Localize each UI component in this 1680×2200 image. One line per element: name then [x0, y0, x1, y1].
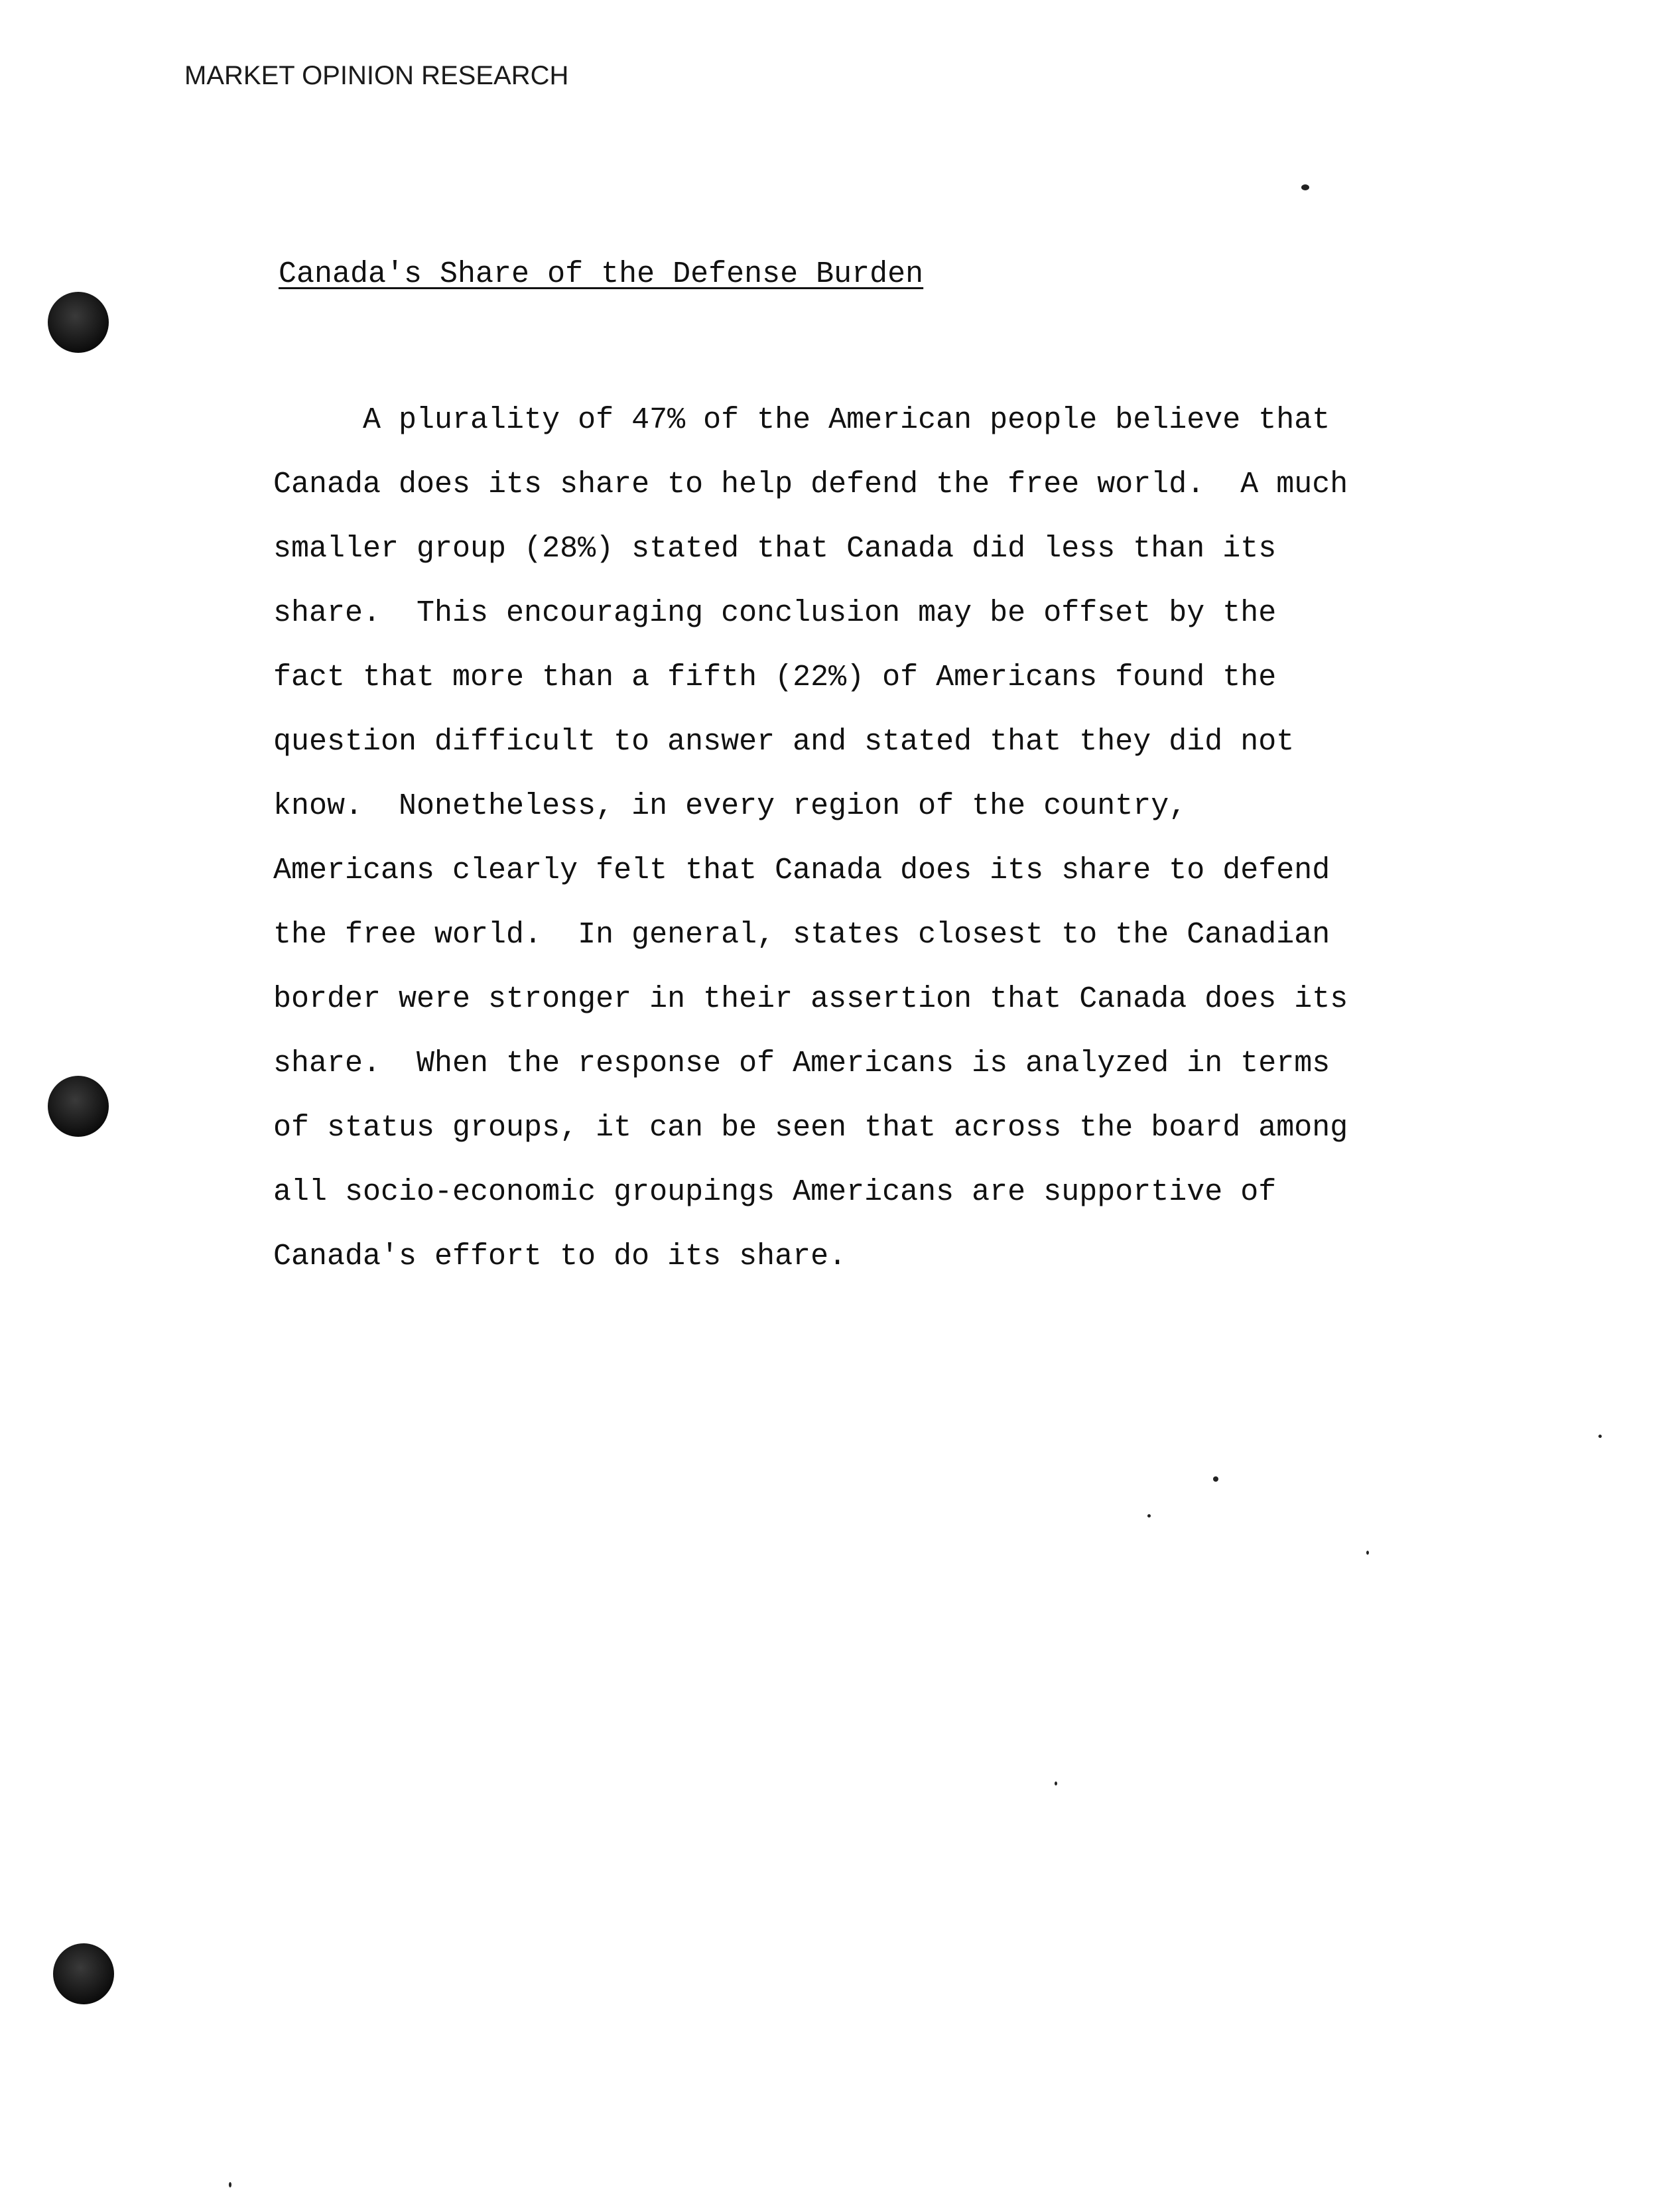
paragraph-line: know. Nonetheless, in every region of the country, [273, 789, 1187, 823]
punch-hole-top [48, 292, 109, 353]
paragraph-line: the free world. In general, states closest to the Canadian [273, 918, 1330, 952]
paragraph-line: A plurality of 47% of the American people believe that [273, 403, 1330, 437]
paragraph-line: question difficult to answer and stated that they did not [273, 725, 1295, 759]
scan-speck [1147, 1514, 1151, 1518]
paragraph-line: share. This encouraging conclusion may be offset by the [273, 596, 1277, 630]
paragraph-line: Americans clearly felt that Canada does its share to defend [273, 854, 1330, 887]
paragraph-line: fact that more than a fifth (22%) of Americans found the [273, 661, 1277, 694]
scan-speck [1213, 1476, 1218, 1482]
punch-hole-bottom [53, 1943, 114, 2004]
paragraph-line: all socio-economic groupings Americans are supportive of [273, 1175, 1277, 1209]
paragraph-line: Canada does its share to help defend the free world. A much [273, 468, 1348, 501]
scan-speck [229, 2182, 231, 2187]
punch-hole-middle [48, 1076, 109, 1137]
scan-speck [1301, 184, 1309, 190]
paragraph-line: border were stronger in their assertion that Canada does its [273, 982, 1348, 1016]
scan-speck [1055, 1781, 1057, 1785]
document-title: Canada's Share of the Defense Burden [279, 257, 924, 291]
paragraph-line: smaller group (28%) stated that Canada did less than its [273, 532, 1277, 566]
letterhead: MARKET OPINION RESEARCH [184, 61, 569, 90]
scan-speck [1598, 1435, 1602, 1438]
paragraph-line: Canada's effort to do its share. [273, 1240, 847, 1273]
paragraph-line: of status groups, it can be seen that across the board among [273, 1111, 1348, 1145]
scan-speck [1366, 1551, 1369, 1555]
paragraph-line: share. When the response of Americans is analyzed in terms [273, 1047, 1330, 1080]
body-paragraph [273, 388, 1520, 1289]
